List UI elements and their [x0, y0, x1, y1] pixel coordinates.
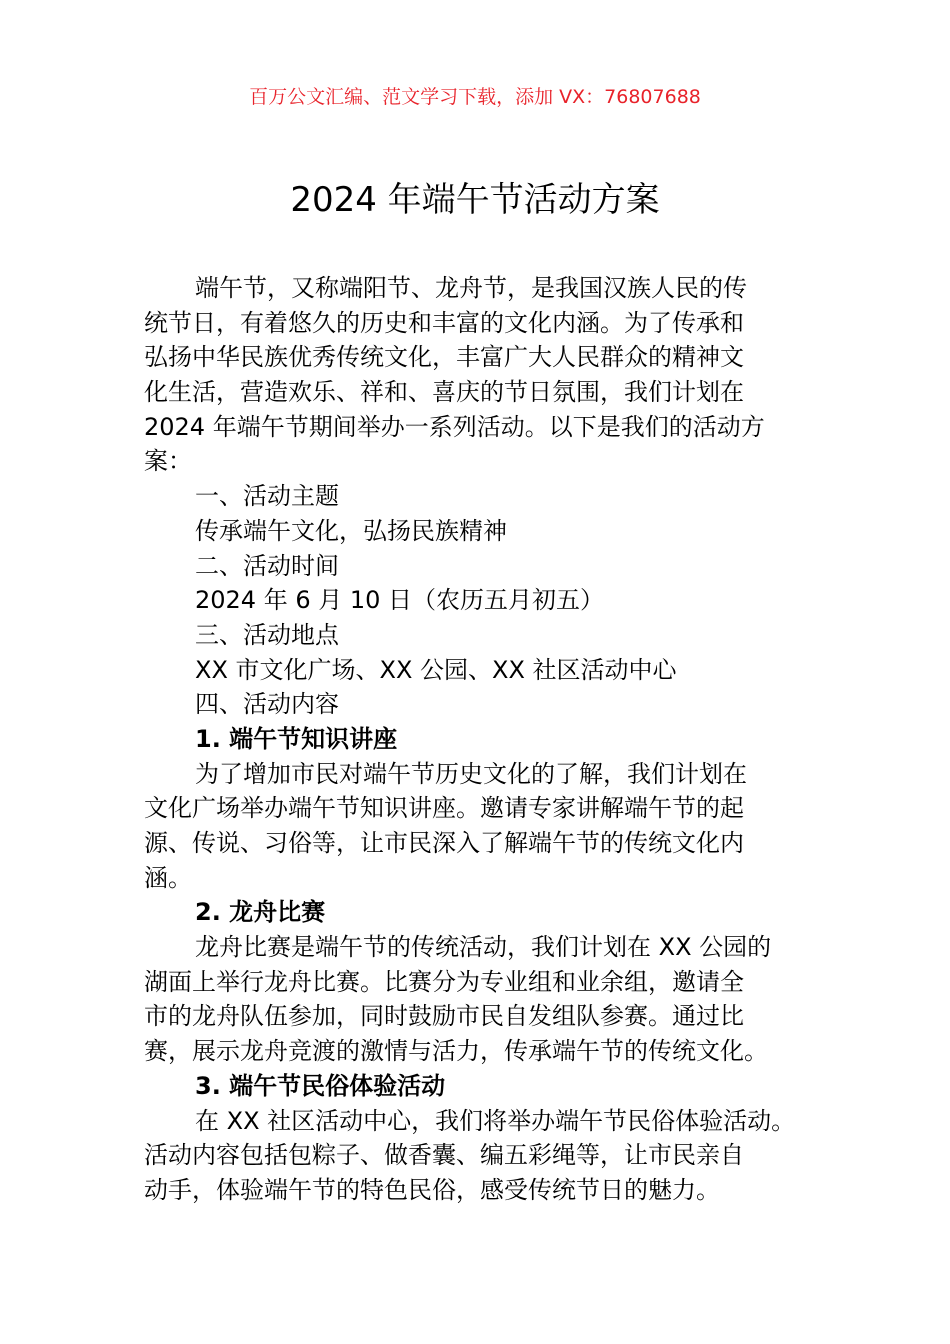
watermark-header: 百万公文汇编、范文学习下载，添加 VX：76807688 [249, 86, 701, 108]
text-line: 一、活动主题 [195, 482, 339, 511]
text-line: 端午节，又称端阳节、龙舟节，是我国汉族人民的传 [195, 274, 747, 302]
text-line: 赛，展示龙舟竞渡的激情与活力，传承端午节的传统文化。 [144, 1037, 768, 1066]
text-line: 2024 年端午节期间举办一系列活动。以下是我们的活动方 [144, 412, 765, 441]
text-line: 文化广场举办端午节知识讲座。邀请专家讲解端午节的起 [144, 794, 744, 823]
text-line: 涵。 [144, 863, 192, 892]
section-heading: 1. 端午节知识讲座 [195, 724, 398, 753]
text-line: 为了增加市民对端午节历史文化的了解，我们计划在 [195, 759, 747, 788]
section-heading: 2. 龙舟比赛 [195, 898, 326, 927]
document-body [144, 271, 824, 1208]
text-line: XX 市文化广场、XX 公园、XX 社区活动中心 [195, 655, 677, 684]
text-line: 二、活动时间 [195, 551, 339, 580]
text-line: 湖面上举行龙舟比赛。比赛分为专业组和业余组，邀请全 [144, 967, 744, 996]
text-line: 四、活动内容 [195, 690, 339, 719]
section-heading: 3. 端午节民俗体验活动 [195, 1071, 446, 1100]
text-line: 2024 年 6 月 10 日（农历五月初五） [195, 586, 605, 615]
text-line: 源、传说、习俗等，让市民深入了解端午节的传统文化内 [144, 829, 744, 857]
text-line: 活动内容包括包粽子、做香囊、编五彩绳等，让市民亲自 [144, 1141, 744, 1170]
text-line: 三、活动地点 [195, 620, 339, 649]
text-line: 龙舟比赛是端午节的传统活动，我们计划在 XX 公园的 [195, 933, 772, 962]
text-line: 传承端午文化，弘扬民族精神 [195, 516, 507, 545]
text-line: 统节日，有着悠久的历史和丰富的文化内涵。为了传承和 [144, 308, 744, 337]
text-line: 案： [144, 447, 192, 476]
text-line: 在 XX 社区活动中心，我们将举办端午节民俗体验活动。 [195, 1106, 796, 1135]
document-title: 2024 年端午节活动方案 [290, 180, 660, 220]
text-line: 动手，体验端午节的特色民俗，感受传统节日的魅力。 [144, 1175, 720, 1204]
text-line: 弘扬中华民族优秀传统文化，丰富广大人民群众的精神文 [144, 343, 744, 372]
text-line: 市的龙舟队伍参加，同时鼓励市民自发组队参赛。通过比 [144, 1002, 744, 1031]
text-line: 化生活，营造欢乐、祥和、喜庆的节日氛围，我们计划在 [144, 378, 744, 407]
